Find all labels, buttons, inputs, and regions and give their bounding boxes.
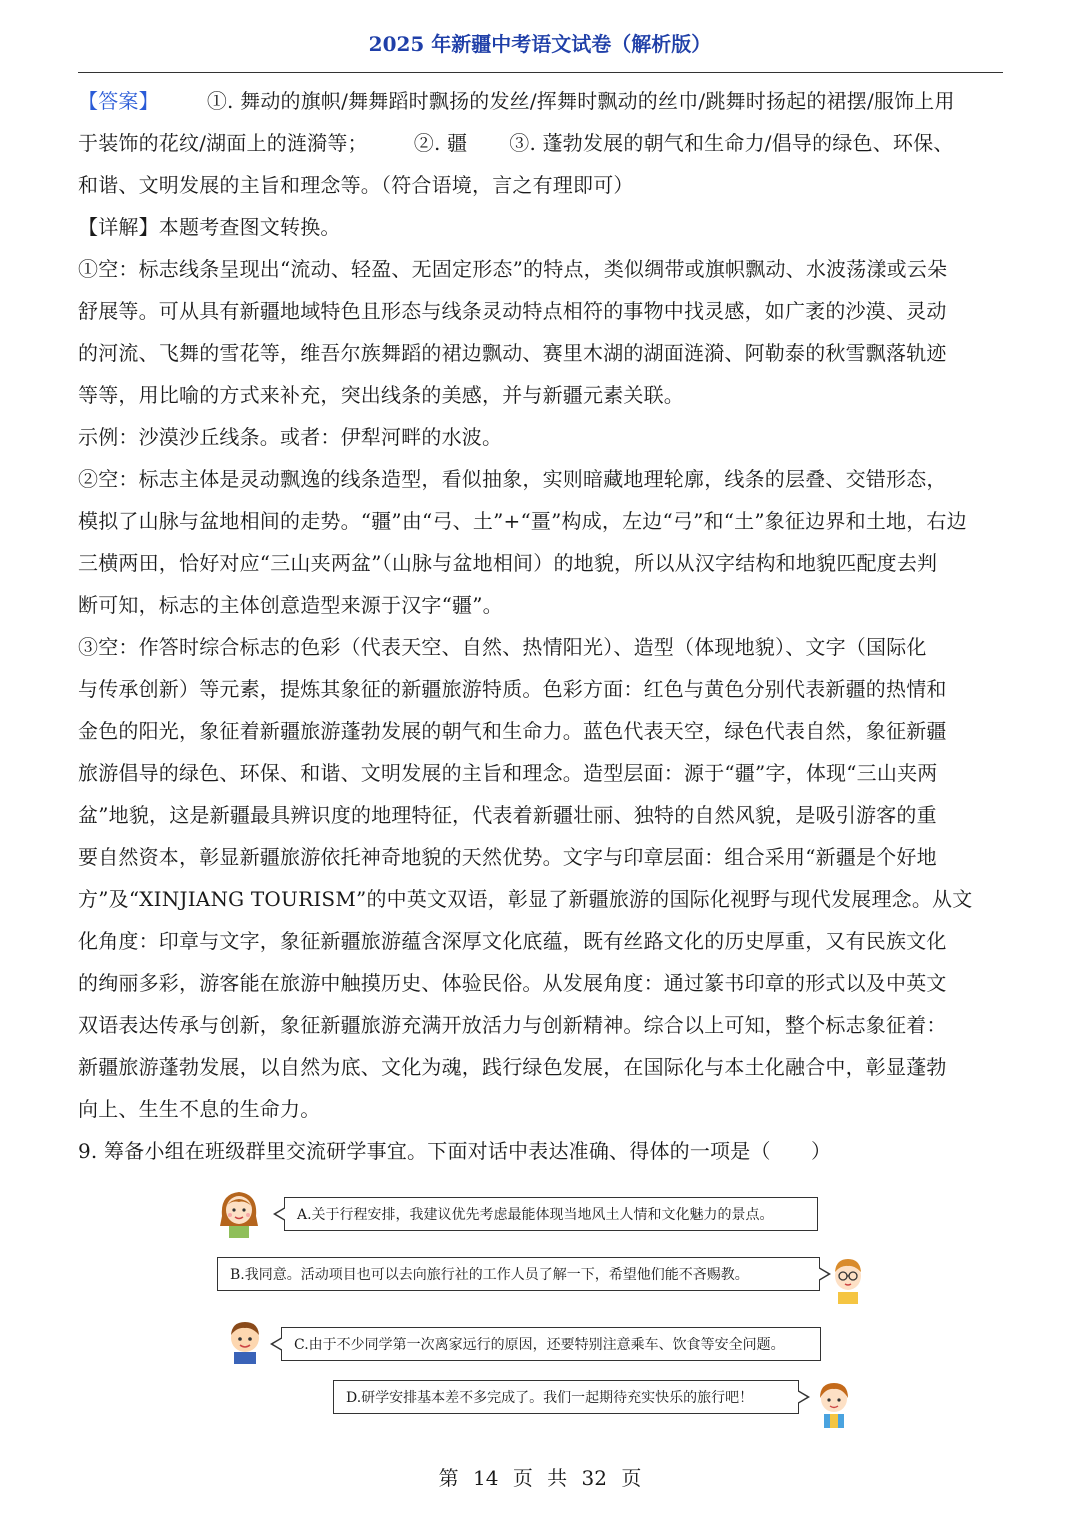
detail-line: 等等，用比喻的方式来补充，突出线条的美感，并与新疆元素关联。	[78, 383, 684, 407]
detail-line: 与传承创新）等元素，提炼其象征的新疆旅游特质。色彩方面：红色与黄色分别代表新疆的热情和	[78, 677, 947, 701]
document-body	[78, 80, 1003, 1172]
option-d-bubble: D.研学安排基本差不多完成了。我们一起期待充实快乐的旅行吧！	[333, 1380, 799, 1414]
detail-line: ②空：标志主体是灵动飘逸的线条造型，看似抽象，实则暗藏地理轮廓，线条的层叠、交错形态，	[78, 467, 947, 491]
detail-line: 旅游倡导的绿色、环保、和谐、文明发展的主旨和理念。造型层面：源于“疆”字，体现“三山夹两	[78, 761, 938, 785]
answer-tag: 【答案】	[78, 89, 159, 113]
detail-line: ①空：标志线条呈现出“流动、轻盈、无固定形态”的特点，类似绸带或旗帜飘动、水波荡漾或云朵	[78, 257, 948, 281]
answer-text-1: ①. 舞动的旗帜/舞舞蹈时飘扬的发丝/挥舞时飘动的丝巾/跳舞时扬起的裙摆/服饰上用	[206, 89, 955, 113]
detail-line: 舒展等。可从具有新疆地域特色且形态与线条灵动特点相符的事物中找灵感，如广袤的沙漠、灵动	[78, 299, 947, 323]
detail-line: 盆”地貌，这是新疆最具辨识度的地理特征，代表着新疆壮丽、独特的自然风貌，是吸引游客的重	[78, 803, 937, 827]
page-number: 第 14 页 共 32 页	[438, 1466, 642, 1490]
option-c-bubble: C.由于不少同学第一次离家远行的原因，还要特别注意乘车、饮食等安全问题。	[281, 1327, 821, 1361]
glasses-boy-avatar-icon	[826, 1254, 870, 1304]
answer-text-2a: 于装饰的花纹/湖面上的涟漪等；	[78, 131, 368, 155]
option-a-bubble: A.关于行程安排，我建议优先考虑最能体现当地风土人情和文化魅力的景点。	[284, 1197, 818, 1231]
detail-line: 新疆旅游蓬勃发展，以自然为底、文化为魂，践行绿色发展，在国际化与本土化融合中，彰显蓬勃	[78, 1055, 947, 1079]
option-b-bubble: B.我同意。活动项目也可以去向旅行社的工作人员了解一下，希望他们能不吝赐教。	[217, 1257, 820, 1291]
question-stem: 9. 筹备小组在班级群里交流研学事宜。下面对话中表达准确、得体的一项是（ ）	[78, 1139, 832, 1163]
detail-line: ③空：作答时综合标志的色彩（代表天空、自然、热情阳光）、造型（体现地貌）、文字（国际化	[78, 635, 927, 659]
detail-line: 金色的阳光，象征着新疆旅游蓬勃发展的朝气和生命力。蓝色代表天空，绿色代表自然，象征新疆	[78, 719, 947, 743]
detail-line: 化角度：印章与文字，象征新疆旅游蕴含深厚文化底蕴，既有丝路文化的历史厚重，又有民族文化	[78, 929, 947, 953]
detail-line: 断可知，标志的主体创意造型来源于汉字“疆”。	[78, 593, 503, 617]
detail-line: 方”及“XINJIANG TOURISM”的中英文双语，彰显了新疆旅游的国际化视野与现代发展理念。从文	[78, 887, 973, 911]
detail-line: 双语表达传承与创新，象征新疆旅游充满开放活力与创新精神。综合以上可知，整个标志象征着：	[78, 1013, 947, 1037]
detail-line: 要自然资本，彰显新疆旅游依托神奇地貌的天然优势。文字与印章层面：组合采用“新疆是个好地	[78, 845, 937, 869]
detail-line: 【详解】本题考查图文转换。	[78, 215, 341, 239]
answer-line-2	[78, 122, 1003, 164]
child-avatar-icon	[812, 1378, 856, 1428]
answer-line-3: 和谐、文明发展的主旨和理念等。（符合语境，言之有理即可）	[78, 173, 634, 197]
page-header-title: 2025 年新疆中考语文试卷（解析版）	[368, 32, 712, 56]
detail-line: 模拟了山脉与盆地相间的走势。“疆”由“弓、土”+“畺”构成，左边“弓”和“土”象征边界和土地，右边	[78, 509, 967, 533]
header-rule	[78, 72, 1003, 73]
boy-avatar-icon	[222, 1318, 268, 1364]
detail-line: 向上、生生不息的生命力。	[78, 1097, 321, 1121]
answer-line-1	[78, 80, 1003, 122]
detail-line: 三横两田，恰好对应“三山夹两盆”（山脉与盆地相间）的地貌，所以从汉字结构和地貌匹配度去判	[78, 551, 938, 575]
answer-text-2b: ②. 疆	[413, 131, 468, 155]
detail-line: 示例：沙漠沙丘线条。或者：伊犁河畔的水波。	[78, 425, 503, 449]
detail-line: 的河流、飞舞的雪花等，维吾尔族舞蹈的裙边飘动、赛里木湖的湖面涟漪、阿勒泰的秋雪飘落轨迹	[78, 341, 947, 365]
answer-text-2c: ③. 蓬勃发展的朝气和生命力/倡导的绿色、环保、	[509, 131, 954, 155]
girl-avatar-icon	[214, 1186, 264, 1238]
detail-line: 的绚丽多彩，游客能在旅游中触摸历史、体验民俗。从发展角度：通过篆书印章的形式以及中英文	[78, 971, 947, 995]
